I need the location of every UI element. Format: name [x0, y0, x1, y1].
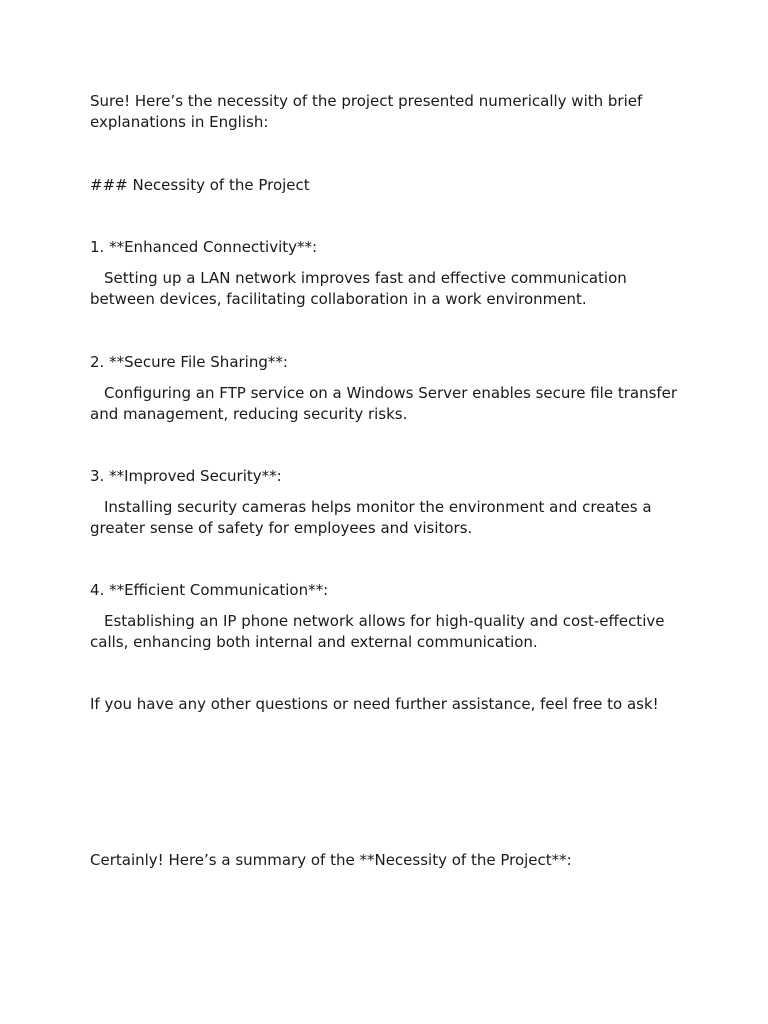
item-3-body: Installing security cameras helps monitor the environment and creates a greater sense of safety for employees and visitors.	[90, 498, 652, 537]
intro-paragraph: Sure! Here’s the necessity of the project presented numerically with brief explanations in English:	[90, 92, 643, 131]
item-1-title: 1. **Enhanced Connectivity**:	[90, 238, 318, 256]
item-1-body: Setting up a LAN network improves fast and effective communication between devices, facilitating collaboration in a work environment.	[90, 269, 627, 308]
summary-intro-paragraph: Certainly! Here’s a summary of the **Necessity of the Project**:	[90, 851, 572, 869]
item-2-body: Configuring an FTP service on a Windows Server enables secure file transfer and management, reducing security risks.	[90, 384, 678, 423]
closing-paragraph: If you have any other questions or need further assistance, feel free to ask!	[90, 695, 659, 713]
item-2-title: 2. **Secure File Sharing**:	[90, 353, 288, 371]
item-4-body: Establishing an IP phone network allows for high-quality and cost-effective calls, enhancing both internal and external communication.	[90, 612, 665, 651]
section-heading: ### Necessity of the Project	[90, 176, 310, 194]
item-4-title: 4. **Efficient Communication**:	[90, 581, 329, 599]
item-3-title: 3. **Improved Security**:	[90, 467, 282, 485]
